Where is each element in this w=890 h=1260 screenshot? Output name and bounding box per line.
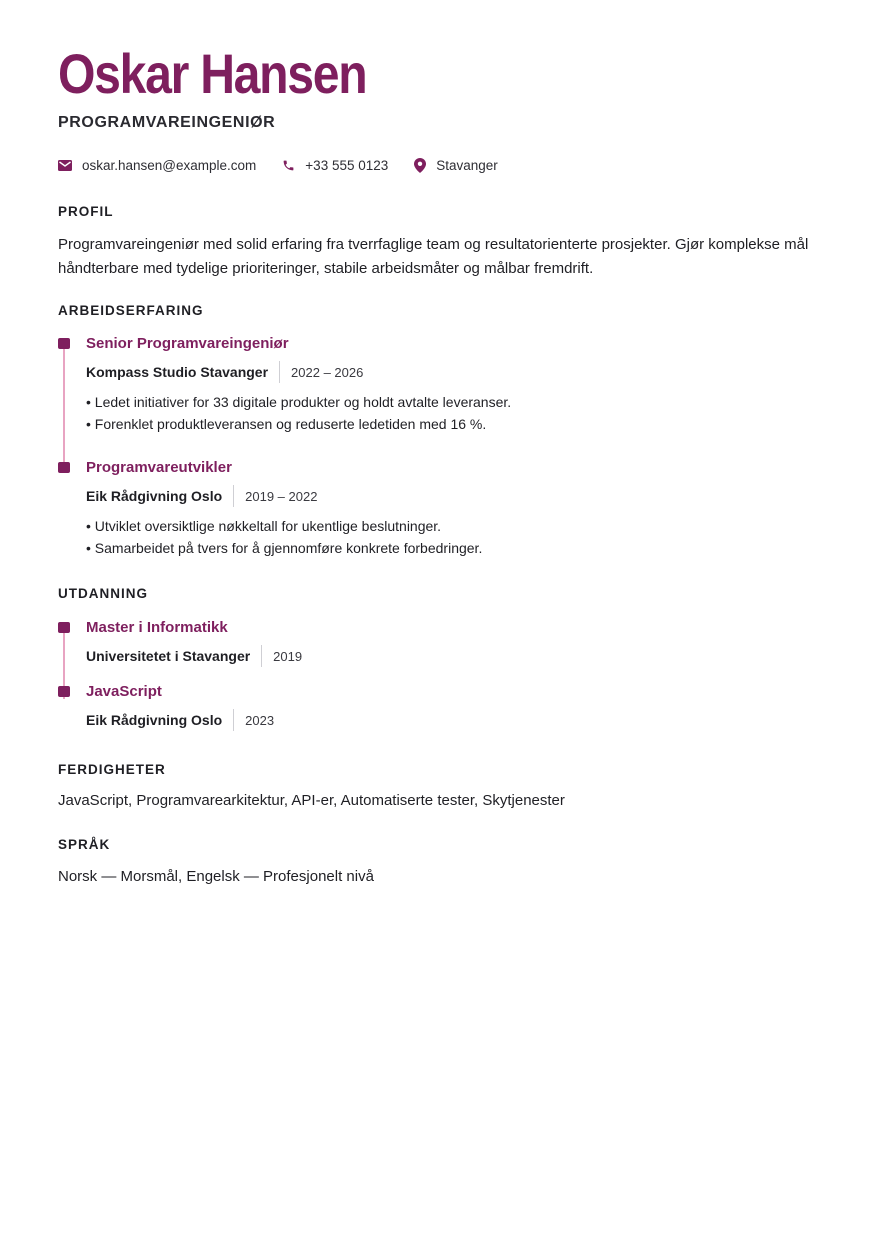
- timeline-marker: [58, 622, 70, 633]
- timeline-marker: [58, 338, 70, 349]
- location-text: Stavanger: [436, 158, 498, 173]
- job-bullets: [86, 515, 818, 559]
- experience-heading: ARBEIDSERFARING: [58, 303, 204, 318]
- timeline-marker: [58, 686, 70, 697]
- degree: JavaScript: [86, 683, 162, 700]
- education-date: 2019: [273, 648, 303, 664]
- contact-bar: [58, 158, 524, 173]
- phone-text: +33 555 0123: [305, 158, 389, 173]
- languages-text: Norsk — Morsmål, Engelsk — Profesjonelt nivå: [58, 868, 374, 885]
- education-entry: [58, 617, 818, 667]
- experience-entry: [58, 333, 818, 435]
- job-dates: 2022 – 2026: [291, 364, 364, 380]
- job-bullet: • Forenklet produktleveransen og reduserte ledetiden med 16 %.: [86, 416, 487, 432]
- contact-location: [414, 158, 498, 173]
- job-title: PROGRAMVAREINGENIØR: [58, 114, 276, 131]
- job-bullet: • Samarbeidet på tvers for å gjennomføre konkrete forbedringer.: [86, 540, 483, 556]
- education-heading: UTDANNING: [58, 586, 148, 601]
- degree: Master i Informatikk: [86, 619, 228, 636]
- job-role: Programvareutvikler: [86, 459, 232, 476]
- profile-text: Programvareingeniør med solid erfaring fra tverrfaglige team og resultatorienterte prosjekter. Gjør komplekse mål håndterbare med tydelige prioriteringer, stabile arbeidsmåter og målbar fremdrift.: [58, 236, 809, 277]
- experience-entry: [58, 457, 818, 559]
- person-name: Oskar Hansen: [58, 42, 367, 105]
- education-date: 2023: [245, 712, 275, 728]
- skills-text: JavaScript, Programvarearkitektur, API-er, Automatiserte tester, Skytjenester: [58, 792, 565, 809]
- education-entry: [58, 681, 818, 731]
- institution: Universitetet i Stavanger: [86, 645, 262, 667]
- institution: Eik Rådgivning Oslo: [86, 709, 234, 731]
- contact-email[interactable]: [58, 158, 256, 173]
- job-dates: 2019 – 2022: [245, 488, 318, 504]
- skills-heading: FERDIGHETER: [58, 762, 166, 777]
- phone-icon: [282, 159, 295, 172]
- languages-heading: SPRÅK: [58, 837, 111, 852]
- email-text: oskar.hansen@example.com: [82, 158, 257, 173]
- job-bullets: [86, 391, 818, 435]
- employer: Kompass Studio Stavanger: [86, 361, 280, 383]
- location-pin-icon: [414, 158, 426, 173]
- job-bullet: • Utviklet oversiktlige nøkkeltall for ukentlige beslutninger.: [86, 518, 442, 534]
- job-meta: [86, 361, 818, 383]
- experience-timeline: [58, 333, 818, 559]
- mail-icon: [58, 160, 72, 171]
- profile-heading: PROFIL: [58, 204, 114, 219]
- education-meta: [86, 645, 818, 667]
- job-meta: [86, 485, 818, 507]
- timeline-marker: [58, 462, 70, 473]
- job-bullet: • Ledet initiativer for 33 digitale produkter og holdt avtalte leveranser.: [86, 394, 512, 410]
- job-role: Senior Programvareingeniør: [86, 335, 289, 352]
- education-meta: [86, 709, 818, 731]
- employer: Eik Rådgivning Oslo: [86, 485, 234, 507]
- education-timeline: [58, 617, 818, 731]
- contact-phone[interactable]: [282, 158, 388, 173]
